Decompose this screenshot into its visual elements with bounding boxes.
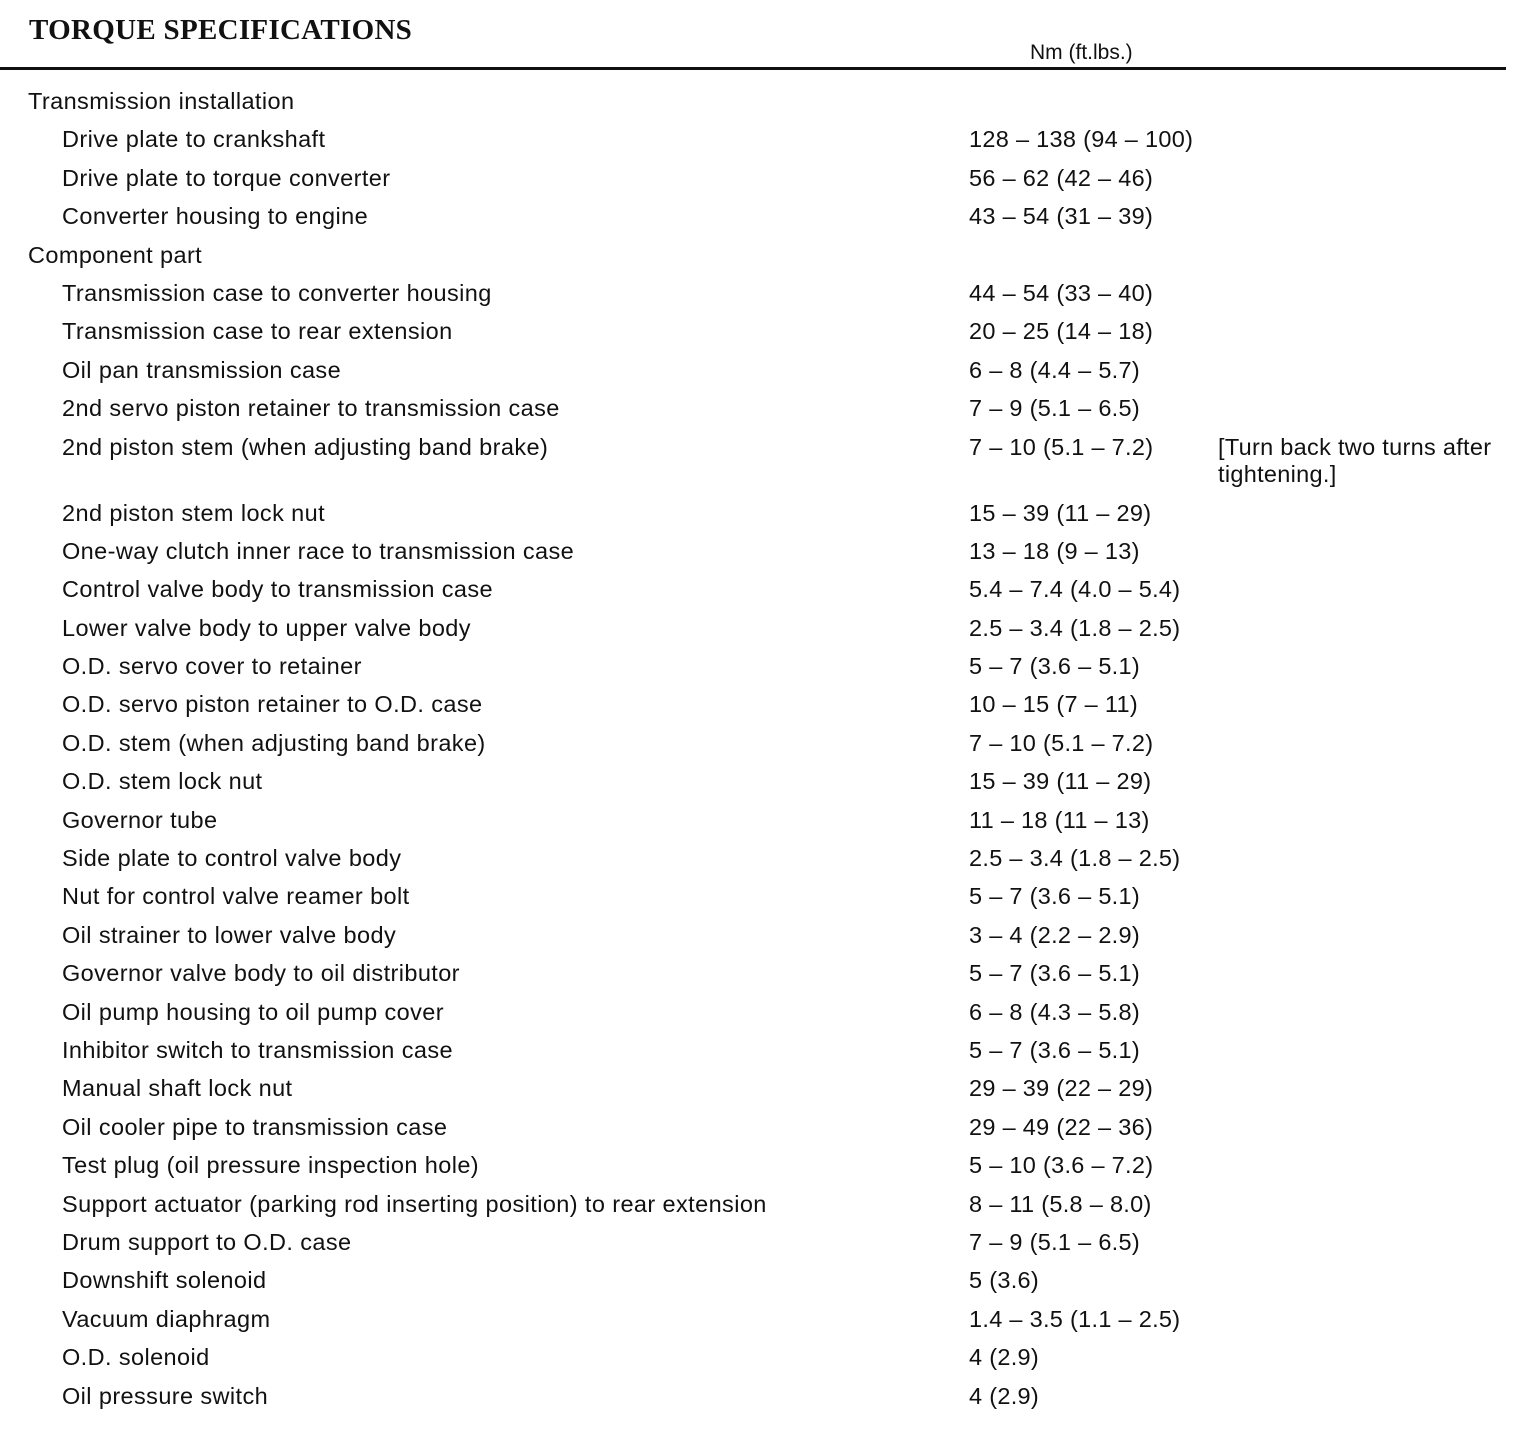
torque-value: 7 – 9 (5.1 – 6.5) xyxy=(969,395,1141,422)
spec-label: O.D. solenoid xyxy=(62,1344,210,1371)
spec-row xyxy=(0,1261,1520,1299)
spec-row xyxy=(0,685,1520,723)
torque-value: 2.5 – 3.4 (1.8 – 2.5) xyxy=(969,614,1181,641)
spec-label: One-way clutch inner race to transmission case xyxy=(62,537,575,564)
spec-label: Drive plate to crankshaft xyxy=(62,126,326,153)
spec-label: Nut for control valve reamer bolt xyxy=(62,883,410,910)
spec-row xyxy=(0,159,1520,197)
spec-label: Governor tube xyxy=(62,806,218,833)
spec-label: Test plug (oil pressure inspection hole) xyxy=(62,1152,480,1179)
spec-row xyxy=(0,801,1520,839)
spec-label: O.D. stem lock nut xyxy=(62,768,263,795)
torque-value: 29 – 39 (22 – 29) xyxy=(969,1075,1154,1102)
spec-row xyxy=(0,1146,1520,1184)
spec-label: Oil cooler pipe to transmission case xyxy=(62,1113,448,1140)
torque-value: 43 – 54 (31 – 39) xyxy=(969,203,1154,230)
spec-row xyxy=(0,1069,1520,1107)
spec-label: Oil strainer to lower valve body xyxy=(62,921,397,948)
section-label: Transmission installation xyxy=(28,88,295,114)
spec-label: O.D. servo piston retainer to O.D. case xyxy=(62,691,483,718)
section-heading xyxy=(0,236,1520,274)
spec-row xyxy=(0,609,1520,647)
torque-value: 5.4 – 7.4 (4.0 – 5.4) xyxy=(969,576,1181,603)
spec-label: Support actuator (parking rod inserting position) to rear extension xyxy=(62,1190,767,1217)
spec-row xyxy=(0,312,1520,350)
spec-row xyxy=(0,954,1520,992)
spec-row xyxy=(0,1031,1520,1069)
torque-value: 5 – 7 (3.6 – 5.1) xyxy=(969,883,1141,910)
spec-label: O.D. stem (when adjusting band brake) xyxy=(62,729,486,756)
spec-row xyxy=(0,351,1520,389)
torque-value: 4 (2.9) xyxy=(969,1382,1040,1409)
spec-label: Control valve body to transmission case xyxy=(62,576,493,603)
page-title: TORQUE SPECIFICATIONS xyxy=(29,14,413,46)
torque-value: 5 – 10 (3.6 – 7.2) xyxy=(969,1152,1154,1179)
torque-value: 6 – 8 (4.3 – 5.8) xyxy=(969,998,1141,1025)
spec-row xyxy=(0,428,1520,494)
torque-value: 1.4 – 3.5 (1.1 – 2.5) xyxy=(969,1305,1181,1332)
spec-label: Oil pan transmission case xyxy=(62,356,342,383)
spec-row xyxy=(0,532,1520,570)
spec-row xyxy=(0,724,1520,762)
spec-row xyxy=(0,916,1520,954)
torque-value: 13 – 18 (9 – 13) xyxy=(969,537,1140,564)
spec-row xyxy=(0,839,1520,877)
spec-label: O.D. servo cover to retainer xyxy=(62,653,362,680)
spec-label: Downshift solenoid xyxy=(62,1267,267,1294)
spec-row xyxy=(0,1108,1520,1146)
spec-row xyxy=(0,993,1520,1031)
spec-label: Converter housing to engine xyxy=(62,203,369,230)
torque-value: 6 – 8 (4.4 – 5.7) xyxy=(969,356,1141,383)
spec-label: Manual shaft lock nut xyxy=(62,1075,293,1102)
torque-value: 5 – 7 (3.6 – 5.1) xyxy=(969,653,1141,680)
spec-label: 2nd piston stem (when adjusting band brake) xyxy=(62,433,549,460)
torque-value: 44 – 54 (33 – 40) xyxy=(969,279,1154,306)
torque-value: 56 – 62 (42 – 46) xyxy=(969,164,1154,191)
torque-value: 128 – 138 (94 – 100) xyxy=(969,126,1194,153)
spec-label: Transmission case to rear extension xyxy=(62,318,453,345)
spec-label: Drive plate to torque converter xyxy=(62,164,391,191)
spec-row xyxy=(0,1185,1520,1223)
spec-note: [Turn back two turns after tightening.] xyxy=(1218,433,1492,487)
spec-row xyxy=(0,494,1520,532)
spec-row xyxy=(0,274,1520,312)
torque-value: 4 (2.9) xyxy=(969,1344,1040,1371)
spec-row xyxy=(0,197,1520,235)
spec-row xyxy=(0,570,1520,608)
spec-label: Governor valve body to oil distributor xyxy=(62,960,460,987)
unit-header: Nm (ft.lbs.) xyxy=(1030,41,1133,64)
torque-value: 15 – 39 (11 – 29) xyxy=(969,499,1152,526)
spec-row xyxy=(0,389,1520,427)
spec-row xyxy=(0,1338,1520,1376)
torque-value: 5 – 7 (3.6 – 5.1) xyxy=(969,1036,1141,1063)
spec-row xyxy=(0,762,1520,800)
spec-label: Oil pressure switch xyxy=(62,1382,269,1409)
torque-spec-list xyxy=(0,82,1520,1415)
spec-label: Drum support to O.D. case xyxy=(62,1228,352,1255)
spec-row xyxy=(0,1377,1520,1415)
header-rule xyxy=(0,67,1506,70)
section-heading xyxy=(0,82,1520,120)
torque-value: 29 – 49 (22 – 36) xyxy=(969,1113,1154,1140)
spec-row xyxy=(0,1300,1520,1338)
torque-value: 15 – 39 (11 – 29) xyxy=(969,768,1152,795)
spec-label: 2nd servo piston retainer to transmission case xyxy=(62,395,560,422)
torque-value: 7 – 10 (5.1 – 7.2) xyxy=(969,729,1154,756)
spec-row xyxy=(0,647,1520,685)
torque-value: 2.5 – 3.4 (1.8 – 2.5) xyxy=(969,845,1181,872)
torque-value: 10 – 15 (7 – 11) xyxy=(969,691,1138,718)
torque-value: 11 – 18 (11 – 13) xyxy=(969,806,1150,833)
spec-label: Transmission case to converter housing xyxy=(62,279,492,306)
torque-value: 5 – 7 (3.6 – 5.1) xyxy=(969,960,1141,987)
torque-value: 3 – 4 (2.2 – 2.9) xyxy=(969,921,1141,948)
spec-row xyxy=(0,120,1520,158)
torque-value: 7 – 9 (5.1 – 6.5) xyxy=(969,1228,1141,1255)
spec-label: Side plate to control valve body xyxy=(62,845,402,872)
torque-value: 8 – 11 (5.8 – 8.0) xyxy=(969,1190,1152,1217)
spec-label: Inhibitor switch to transmission case xyxy=(62,1036,453,1063)
spec-label: 2nd piston stem lock nut xyxy=(62,499,326,526)
spec-row xyxy=(0,877,1520,915)
spec-label: Vacuum diaphragm xyxy=(62,1305,271,1332)
spec-row xyxy=(0,1223,1520,1261)
torque-value: 5 (3.6) xyxy=(969,1267,1040,1294)
torque-value: 20 – 25 (14 – 18) xyxy=(969,318,1154,345)
spec-label: Lower valve body to upper valve body xyxy=(62,614,471,641)
spec-label: Oil pump housing to oil pump cover xyxy=(62,998,444,1025)
section-label: Component part xyxy=(28,241,203,268)
torque-value: 7 – 10 (5.1 – 7.2) xyxy=(969,433,1154,460)
